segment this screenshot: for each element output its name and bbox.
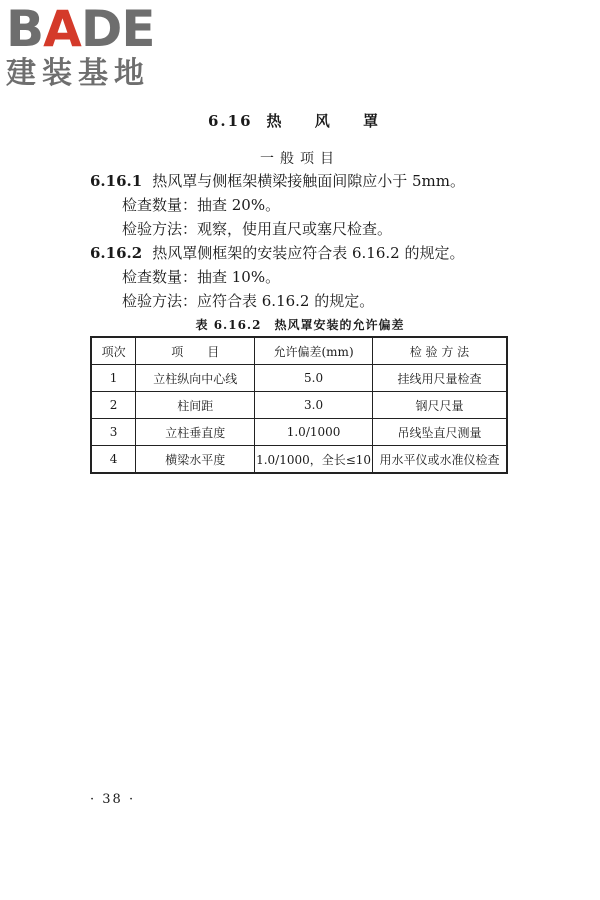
table-cell: 4 bbox=[91, 446, 136, 474]
page-number: · 38 · bbox=[90, 792, 136, 807]
table-cell: 1 bbox=[91, 365, 136, 392]
table-caption: 表 6.16.2 热风罩安装的允许偏差 bbox=[195, 318, 405, 332]
table-cell: 立柱纵向中心线 bbox=[136, 365, 255, 392]
table-cell: 柱间距 bbox=[136, 392, 255, 419]
table-row bbox=[91, 365, 507, 392]
table-cell: 钢尺尺量 bbox=[372, 392, 507, 419]
clause-line: 检验方法：观察，使用直尺或塞尺检查。 bbox=[122, 220, 393, 238]
logo-subtitle: 建装基地 bbox=[6, 56, 150, 91]
table-header-cell: 项 目 bbox=[136, 337, 255, 365]
section-title: 6.16 热 风 罩 bbox=[208, 112, 392, 130]
table-header-row bbox=[91, 337, 507, 365]
brand-logo bbox=[6, 0, 176, 92]
table-cell: 1.0/1000 bbox=[255, 419, 373, 446]
logo-wordmark: BADE bbox=[6, 0, 155, 58]
table-row bbox=[91, 392, 507, 419]
clause-line: 检验方法：应符合表 6.16.2 的规定。 bbox=[122, 292, 375, 310]
table-cell: 2 bbox=[91, 392, 136, 419]
table-header-cell: 项次 bbox=[91, 337, 136, 365]
clause-6-16-2: 6.16.2 热风罩侧框架的安装应符合表 6.16.2 的规定。 bbox=[90, 244, 465, 262]
table-row bbox=[91, 446, 507, 474]
table-cell: 5.0 bbox=[255, 365, 373, 392]
table-cell: 横梁水平度 bbox=[136, 446, 255, 474]
clause-line: 检查数量：抽查 20%。 bbox=[122, 196, 281, 214]
table-header-cell: 允许偏差(mm) bbox=[255, 337, 373, 365]
table-cell: 1.0/1000，全长≤10 bbox=[255, 446, 373, 474]
table-cell: 用水平仪或水准仪检查 bbox=[372, 446, 507, 474]
table-cell: 3 bbox=[91, 419, 136, 446]
table-cell: 挂线用尺量检查 bbox=[372, 365, 507, 392]
clause-6-16-1: 6.16.1 热风罩与侧框架横梁接触面间隙应小于 5mm。 bbox=[90, 172, 465, 190]
clause-line: 检查数量：抽查 10%。 bbox=[122, 268, 281, 286]
table-row bbox=[91, 419, 507, 446]
table-cell: 3.0 bbox=[255, 392, 373, 419]
tolerance-table bbox=[90, 336, 508, 474]
table-cell: 吊线坠直尺测量 bbox=[372, 419, 507, 446]
table-cell: 立柱垂直度 bbox=[136, 419, 255, 446]
subsection-title: 一般项目 bbox=[260, 151, 340, 167]
table-header-cell: 检 验 方 法 bbox=[372, 337, 507, 365]
